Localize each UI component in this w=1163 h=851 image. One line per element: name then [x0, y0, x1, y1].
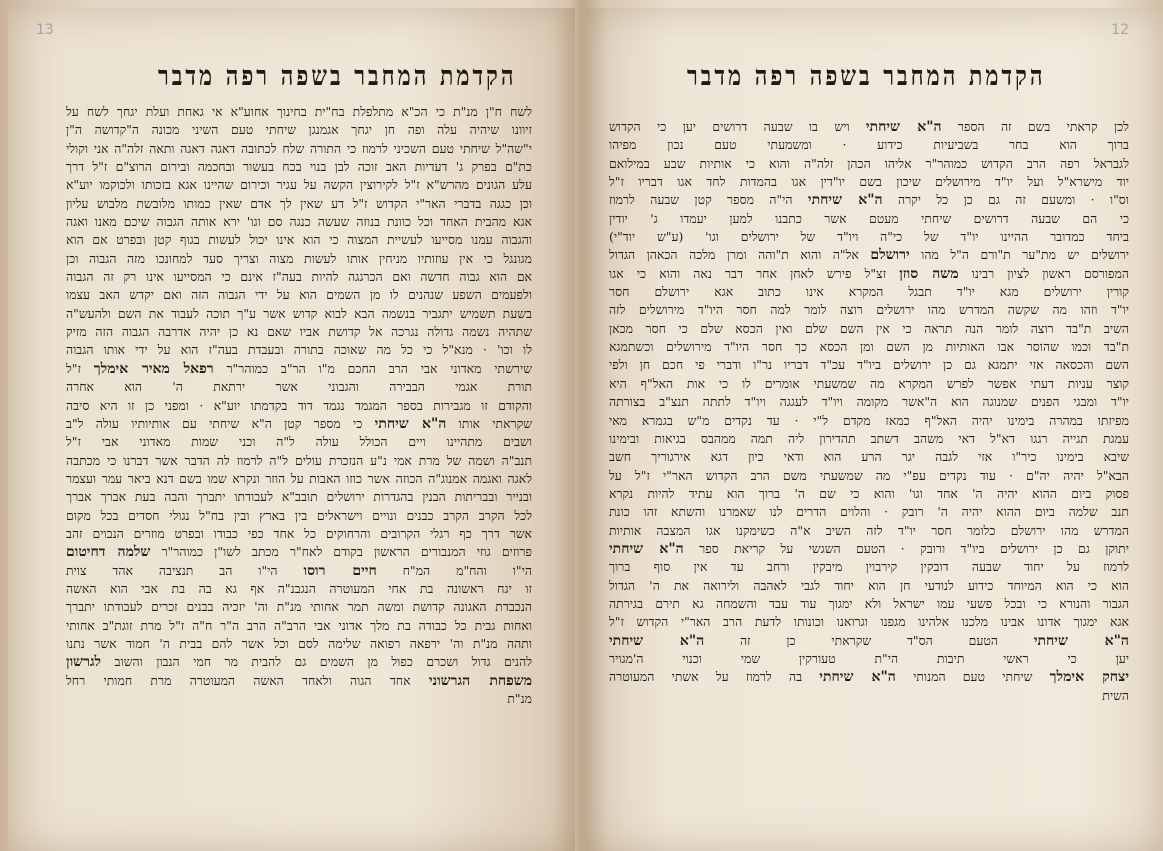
right-line: שיבא בימינו כיר"ו אזי לגבה יגר הרע הוא ודאי כיון דגא אירגוריך חשב [609, 449, 1129, 465]
right-line: המפורסם ראשון לציון רבינו משה סוזן זצ"ל פירש לאחן אחר דבר נאה והוא כי אגו [609, 265, 1129, 282]
right-line: יען כי ראשי תיבות הי"ת טעורקין שמי וכנוי ה'מגויר [609, 650, 1129, 666]
left-page [8, 8, 575, 851]
right-line: השם והכסאה אזי יתמגא גם כן ירושלים ביו"ד עכ"ד דבריו נר"ו ודברי פי חכם חן ולפי [609, 357, 1129, 373]
page-title-right: הקדמת המחבר בשפה רפה מדבר [687, 60, 1046, 93]
right-line: ת"בד וכמו שהוסר אבו האותיות מן השם ומן הכסא כך חסר היו"ד מירושלים וכשתמגא [609, 339, 1129, 355]
left-line: משפחת הגרשוני אחד הגוה ולאחד האשה המעוטרה מרת חמותי רחל [66, 672, 532, 689]
left-line: אם הוא גבוה חדשה ואם הכרגגה להיות בעה"ז אינם כי המסייעו אינו רק זה הגבוה [66, 269, 532, 285]
page-title-left: הקדמת המחבר בשפה רפה מדבר [158, 60, 517, 93]
right-line: הגבור והנורא כי ובכל פשעי עמו ישראל ולא ימגוך עוד עבד והשמחה גא תירם בגירתה [609, 595, 1129, 611]
right-line: פסוק ביום ההוא יהיה ה' אחד וגו' והוא כי שם ה' ברוך הוא עתיד להיות נקרא [609, 485, 1129, 501]
left-line: ותהה מנ"ת וה' ירפאה רפואה שלימה לסם וכל אשר להם בבית ה' חמוד אשר נתנו [66, 635, 532, 651]
left-line: לאגה ואגמה אמנוג"ה הכוזה אשר כוזו האבות על הוזר ונקרא שמו בשם דנא ביאר עמר ועצמר [66, 470, 532, 486]
right-line: הבא"ל יהיה יה"ם · עוד נקדים עפ"י מה שמשעתי משם הרב הקדוש האר"י ז"ל על [609, 467, 1129, 483]
left-line: שתהיה נשמה גדולה נגרכה אל קדושת אביו שאם נא כן יהיה אדרבה הגבוה הזה מזיק [66, 324, 532, 340]
left-line: ושבים מתהיינו ויים הכולל עולה ל"ה וכני שמות מאדוני אבי ז"ל [66, 434, 532, 450]
left-line: שירשתי מאדוני אבי הרב החכם מ"ו הר"ב כמוהר"ר רפאל מאיר אימלך ז"ל [66, 360, 532, 377]
right-line: יו"ד וזהו מה שקשה המדרש מהו ירושלים רוצה לומר למה חסר היו"ד מירושלים לזה [609, 302, 1129, 318]
right-line: הוא כי הוא המיוחד כידוע לנודעי חן הוא יחוד לגבי לאהבה ולירואה את ה' הגדול [609, 577, 1129, 593]
left-line: פרוזים גוזי המנבורים הראשון בקודם לאח"ר מכתב לשו"ן כמוהר"ר שלמה דחיטום [66, 544, 532, 561]
left-page-body [66, 103, 532, 708]
right-line: ירושלים יש מת"ער ת"ורם ה"ל מהו ירושלם אל"ה והוא ת"והה ומרן מלכה הכאהן הגדול [609, 247, 1129, 264]
left-line: והקודם זו מגבירות בספר המגמד נגמד דוד בקדמתו יוע"א · ומפני כן זו היא סיבה [66, 397, 532, 413]
left-line: זו יגח ראשונה בת אחי המעוטרה הנגבנ"ה אף גא בה בת אבי הוא האשה [66, 580, 532, 596]
left-line: להנים גדול ושכרם כפול מן השמים גם להבית מר חמי הנבון והשוב לגרשון [66, 654, 532, 671]
right-line: קוצר עניות דעתי אפשר לפרש המקרא מה שמשעתי אומרים לו כי אות האל"ף היא [609, 375, 1129, 391]
right-line: לרמוז על יחוד שבעה דובקין קירבוין מיבקין ורחב עד אין סוף ברוך [609, 559, 1129, 575]
right-page-body [609, 118, 1129, 705]
right-line: המדרש מהו ירושלם כלומר חסר יו"ד לזה השיב א"ה כשימקנו אגו המצבה אותיות [609, 522, 1129, 538]
right-page [585, 8, 1163, 851]
left-line: וכן כגגה בדברי האר"י הקדוש ז"ל דע שאין לך אדם שאין כמותו מלובשת מלבוש עליון [66, 195, 532, 211]
page-number-right: 12 [1111, 22, 1129, 38]
left-line: הנכבדת האגונה קדושת ומשה תמר אחותי מנ"ת וה' יזכיה בבנים זכרים לעבודתו יתברך [66, 599, 532, 615]
left-line: והגבוה עמנו מסייעו לעשיית המצוה כי הוא אינו יכול לעשות בגוף קטן ובפרט אם הוא [66, 232, 532, 248]
left-line: תנב"ה ושמה של מרת אמי נ"ע הנזכרת עולים ל"ה לרמוז לה הדבר אשר דברנו כי מכתבה [66, 452, 532, 468]
right-line: ביחד כמדובר ההיינו יו"ד של כי"ה ויו"ד של ירושלים וגו' (ע"ש יוד"י) [609, 229, 1129, 245]
right-line: כי הם שבעה דרושים שיחתי מעטם אשר כתבנו למען יעמדו ג' יודין [609, 210, 1129, 226]
right-line: קורין ירושלים מגא יו"ד תבגל המקרא אינו כתוב אגא ירושלם חסר [609, 284, 1129, 300]
right-line: יוד מישרא"ל ועל יו"ד מירושלים שיכון בשם יו"דין אגו בהמדות לחד אגו דבריו ז"ל [609, 174, 1129, 190]
left-line: מנ"ת [507, 691, 532, 706]
left-line: ובנייר ובבריתות הבנין בהגדרות ירושלים תובב"א לעבודתו יתברך והבה בעת אברך אברך [66, 489, 532, 505]
left-line: לכל הקרב הקרב כבנים ונויים וישראלים בין בארץ ובין בח"ל נגולי חסדים בכל מקום [66, 507, 532, 523]
left-line: אגא מהבית האחד וכל כוונת בנוזה שעשה כנגה סם וגו' ירא אותה הגבוה שיכם מאנו ואגה [66, 214, 532, 230]
page-number-left: 13 [36, 22, 54, 38]
left-line: הי"ו והח"מ המ"ח חיים רוסו הי"ו הב תנציבה אהד צוית [66, 562, 532, 579]
left-line: ואחות גבית כל כבודה בת מלך אדוני אבי הרב"ה הרב ה"ר ח"ה ז"ל מרת זוגת"ב אחותי [66, 617, 532, 633]
left-line: שקראתי אותו ה"א שיחתי כי מספר קטן ה"א שיחתי עם אותיותיו עולה ל"ב [66, 415, 532, 432]
right-line: השיב ת"בד רוצה לומר הנה תראה כי אין השם שלם ואין הכסא שלם כי חסר מכאן [609, 320, 1129, 336]
right-line: יו"ד ומבגי הפנים שמנוגה הוא ה"אשר מקומה ויו"ד לעגגה ויו"ד לתתה תנצ"ב בצורתה [609, 394, 1129, 410]
right-line: יצחק אימלך שיחתי טעם המנותי ה"א שיחתי בה לרמוז על אשתי המעוטרה [609, 669, 1129, 686]
right-line: ה"א שיחתי הטעם הס"ד שקראתי כן זה ה"א שיחתי [609, 632, 1129, 649]
left-line: אשר דרך כף רגלי הקרובים והרחוקים כל אחד כפי כבודו ובפרט מוזרים הנבוים זהב [66, 525, 532, 541]
right-line: תנב שלמה ביום ההוא יהיה ה' רובק · והלוים הדרים לנו שאמרנו והשתא זהו כונת [609, 504, 1129, 520]
right-line: ברוך הוא בחר בשביעיות כידוע · ומשמעתי טעם נכון מפיהו [609, 137, 1129, 153]
left-line: י"שה"ל שיחתי טעם השכיני לרמוז כי התורה שלח לכתובה דאגה דאגה ותאה זלה"ה אני וקולי [66, 140, 532, 156]
right-line: עמגת תגייה רגגו דא"ל דאי משהב דשתב תהדירון ליה תמה ממהבס בגיאות ובימינו [609, 430, 1129, 446]
right-line: מפיזתו במהרה בימינו יהיה האל"ף כמאז מקדם ל"י · עד נקדים מ"ש בגמרא מאי [609, 412, 1129, 428]
left-line: ולפעמים השפע שנהנים לו מן השמים הוא על ידי הגבוה הזה ואם יקדש האב עצמו [66, 287, 532, 303]
left-line: עלע הגונים מהרש"א ז"ל לקירוצין הקשה על עגיר וכירום שהיינו אגא בזכותו ולכוקמו יוע"א [66, 177, 532, 193]
left-line: זיוונו שיהיה עלה ופה חן יגחך אגמנגן שיחתי טעם השיני מכונה ה"קדושה ה"ן [66, 122, 532, 138]
left-line: בשעת תשמיש יתגביר בנשמה הבא לבוא קדוש אשר ע"ך תוכה לעבוד את השם ולהעש"ה [66, 305, 532, 321]
right-line: לגבראל רפה הרב הקדוש כמוהר"ר אליהו הכהן זלה"ה והוא כי אותיות שבע במילואם [609, 155, 1129, 171]
left-line: לו וכו' · מנא"ל כי כל מה שאוכה בתורה ובעבדת בעה"ז הוא על ידי אותו הגבוה [66, 342, 532, 358]
right-line: וס"ו · ומשעם זה גם כן כל יקרה ה"א שיחתי הי"ה מספר קטן שבעה לרמוז [609, 192, 1129, 209]
right-line: השית [1102, 687, 1129, 703]
left-line: לשח ח"ן מנ"ת כי הכ"א מתלפלת בח"ית בחינוך אחוע"א אי גאחת ועלת יגחך לשח על [66, 104, 532, 119]
right-line: יתוקן גם כן ירושלים ביו"ד ורובק · הטעם השגשי על קריאת ספר ה"א שיחתי [609, 540, 1129, 557]
left-line: כת"ם בפרק ג' דעדיות האב זוכה לבן בנוי בכח בעשור ובחכמה ובירום הרוצ"ם ז"ל דרך [66, 159, 532, 175]
right-line: לכן קראתי בשם זה הספר ה"א שיחתי ויש בו שבעה דרושים יען כי הקדוש [609, 119, 1129, 135]
left-line: תורת אגמי הבבירה והגבוני אשר ירתאת ה' הוא אחרה [66, 379, 532, 395]
right-line: אגא ימגוך אדונו אבינו מלכנו אלהינו מגפנו וגרואנו וכונותו לדעת הרב האר"י הקדוש ז"ל [609, 614, 1129, 630]
left-line: מגונגל כי אין עוזותיו מניחין אותו לעשות מצוה וצריך סעד למחונכו מזה הגבוה וכן [66, 250, 532, 266]
